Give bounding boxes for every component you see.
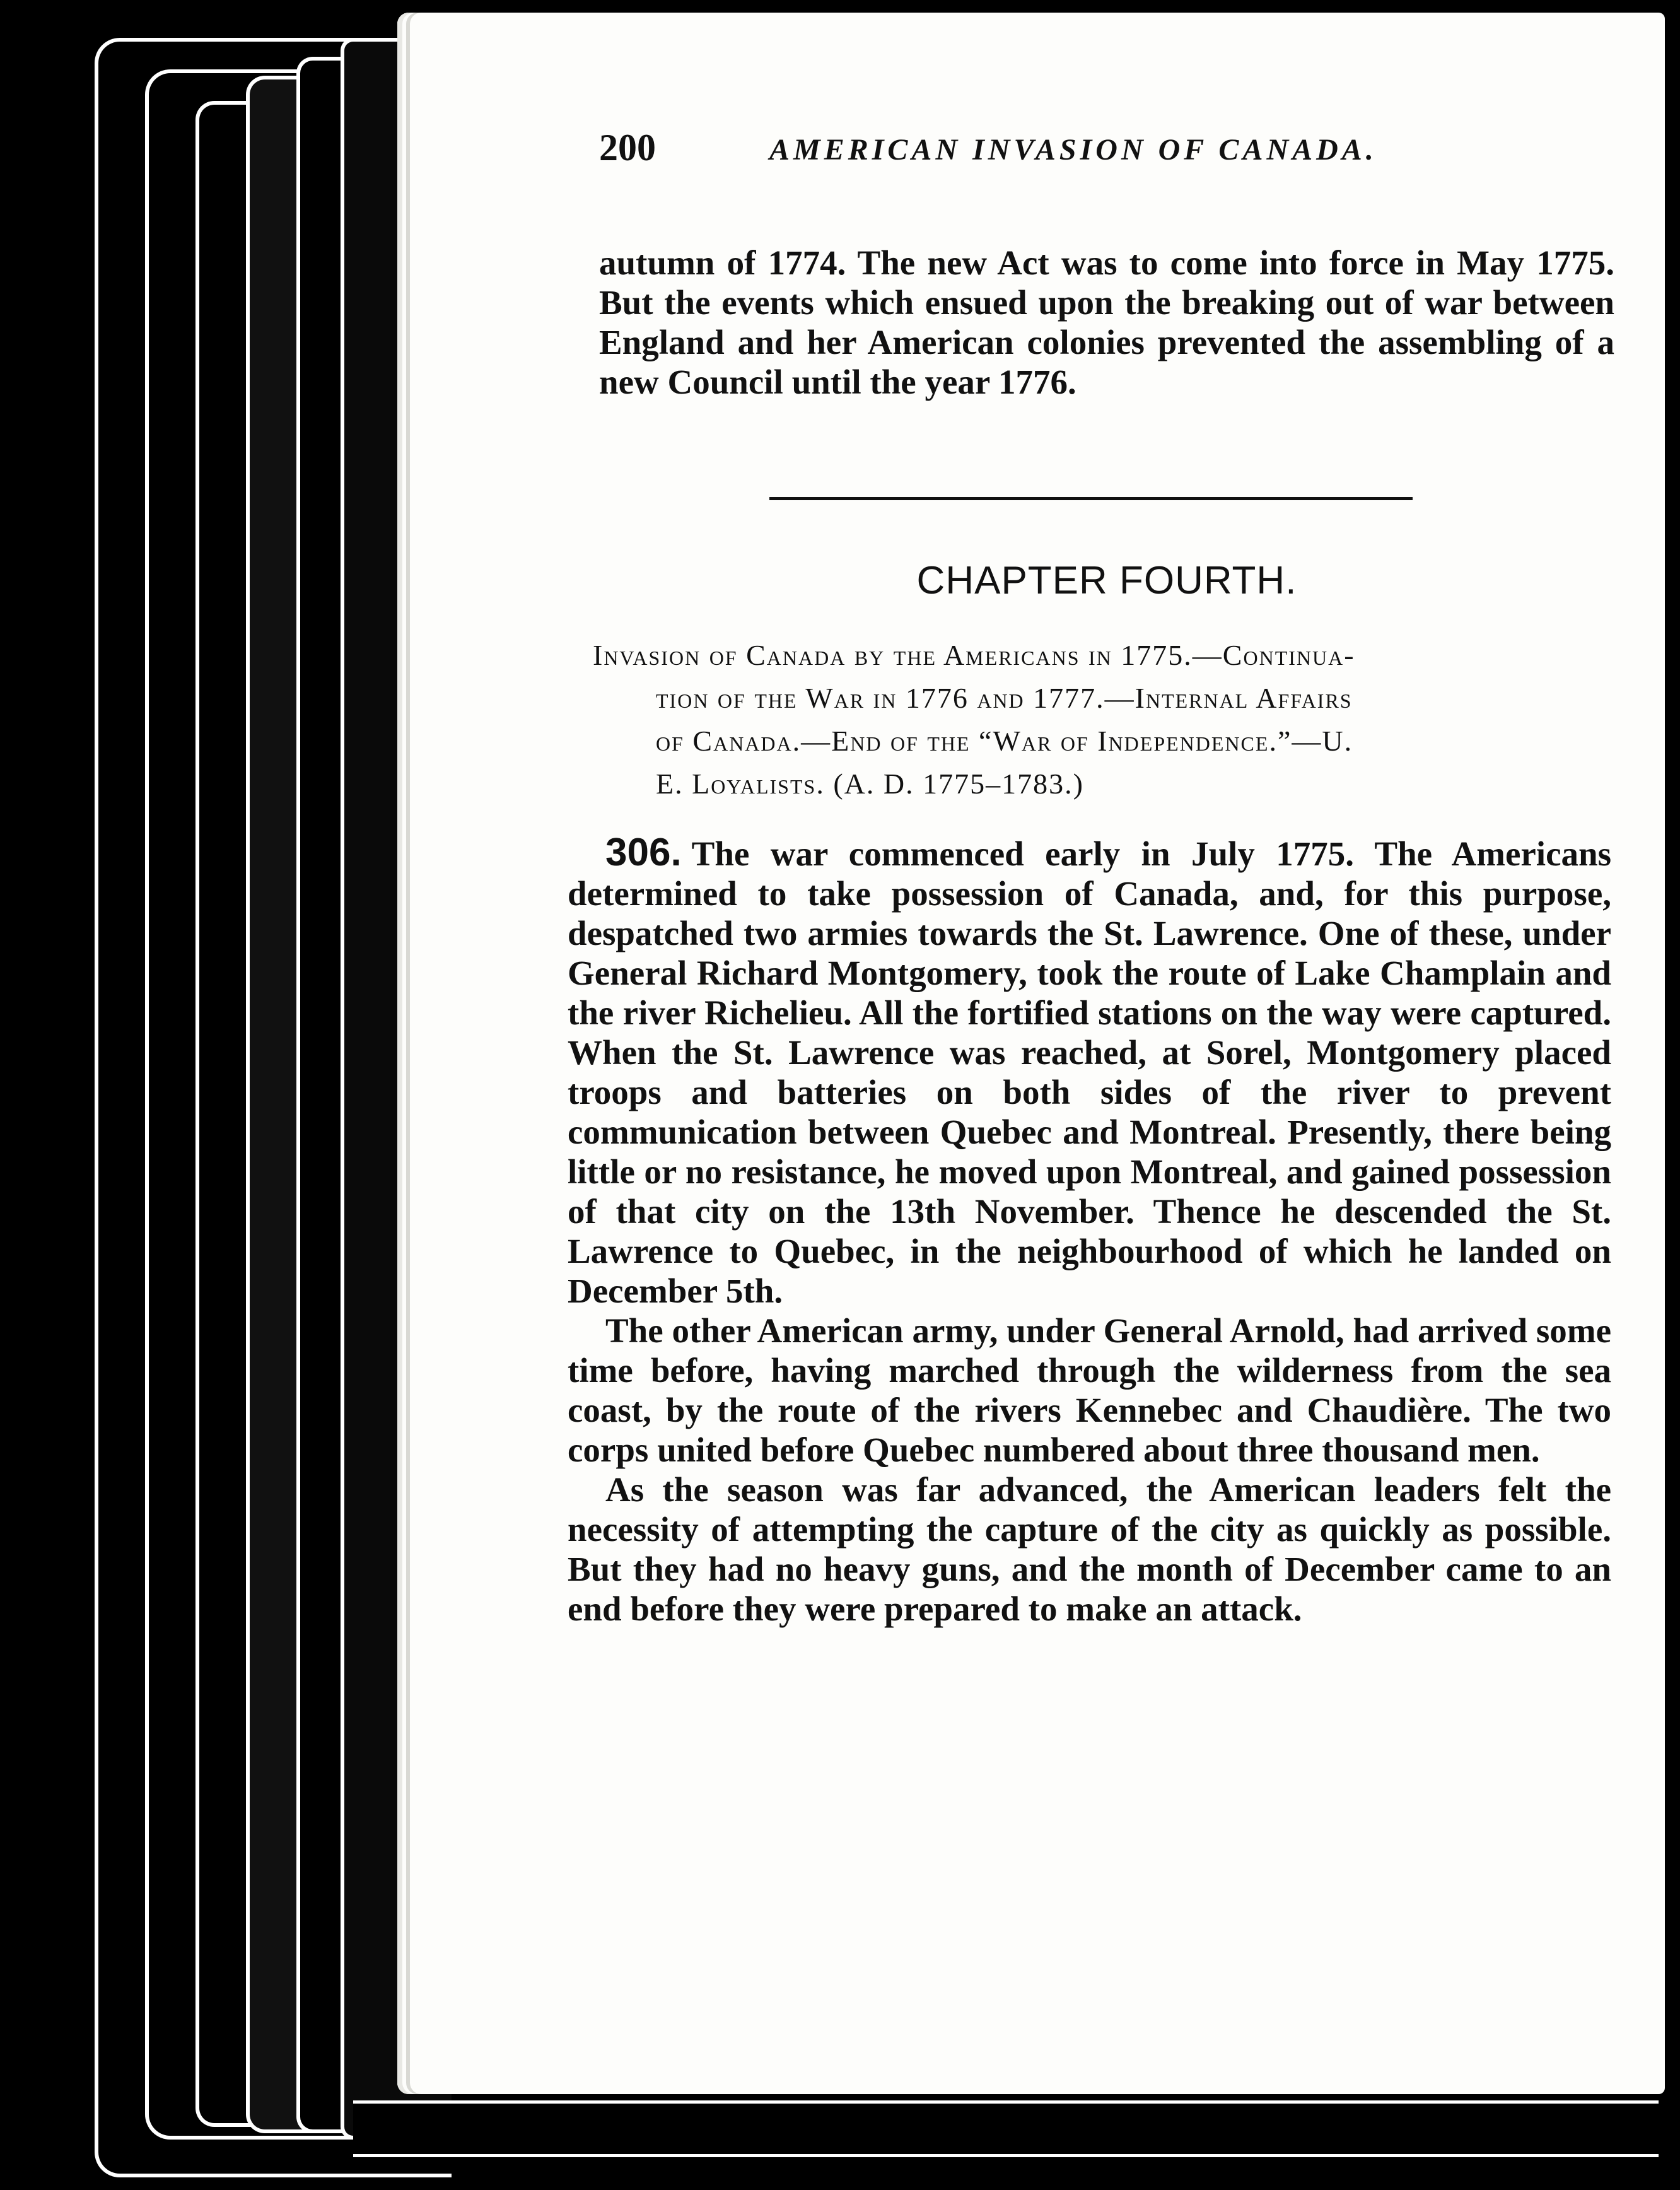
paragraph — [568, 833, 1611, 1311]
paragraph: As the season was far advanced, the American leaders felt the necessity of attempting the capture of the city as quickly as possible. But they had no heavy guns, and the month of December came to an end before they were prepared to make an attack. — [568, 1470, 1611, 1628]
chapter-summary-line: of Canada.—End of the “War of Independence.”—U. — [656, 725, 1353, 757]
section-rule — [769, 497, 1413, 500]
continuation-paragraph: autumn of 1774. The new Act was to come into force in May 1775. But the events which ensued upon the breaking out of war between England and her American colonies prevented the assembling of a new Council until the year 1776. — [599, 243, 1614, 401]
running-head — [599, 126, 1633, 183]
paragraph-number: 306. — [605, 831, 682, 874]
bottom-page-edges — [353, 2100, 1659, 2157]
paragraph: The other American army, under General Arnold, had arrived some time before, having marched through the wilderness from the sea coast, by the route of the rivers Kennebec and Chaudière. The two corps united before Quebec numbered about three thousand men. — [568, 1311, 1611, 1469]
page — [397, 13, 1665, 2094]
chapter-summary-line: tion of the War in 1776 and 1777.—Internal Affairs — [656, 682, 1353, 714]
page-number: 200 — [599, 127, 656, 168]
paragraph-text: The war commenced early in July 1775. The Americans determined to take possession of Canada, and, for this purpose, despatched two armies towards the St. Lawrence. One of these, under General Richard Montgomery, took the route of Lake Champlain and the river Richelieu. All the fortified stations on the way were captured. When the St. Lawrence was reached, at Sorel, Montgomery placed troops and batteries on both sides of the river to prevent communication between Quebec and Montreal. Presently, there being little or no resistance, he moved upon Montreal, and gained possession of that city on the 13th November. Thence he descended the St. Lawrence to Quebec, in the neighbourhood of which he landed on December 5th. — [568, 834, 1611, 1310]
chapter-title: CHAPTER FOURTH. — [916, 559, 1297, 602]
chapter-summary — [593, 634, 1621, 805]
chapter-summary-line: Invasion of Canada by the Americans in 1775.—Continua- — [593, 639, 1355, 671]
chapter-summary-line: E. Loyalists. (A. D. 1775–1783.) — [656, 768, 1084, 800]
body-text — [568, 833, 1611, 1629]
running-title: AMERICAN INVASION OF CANADA. — [769, 133, 1377, 167]
